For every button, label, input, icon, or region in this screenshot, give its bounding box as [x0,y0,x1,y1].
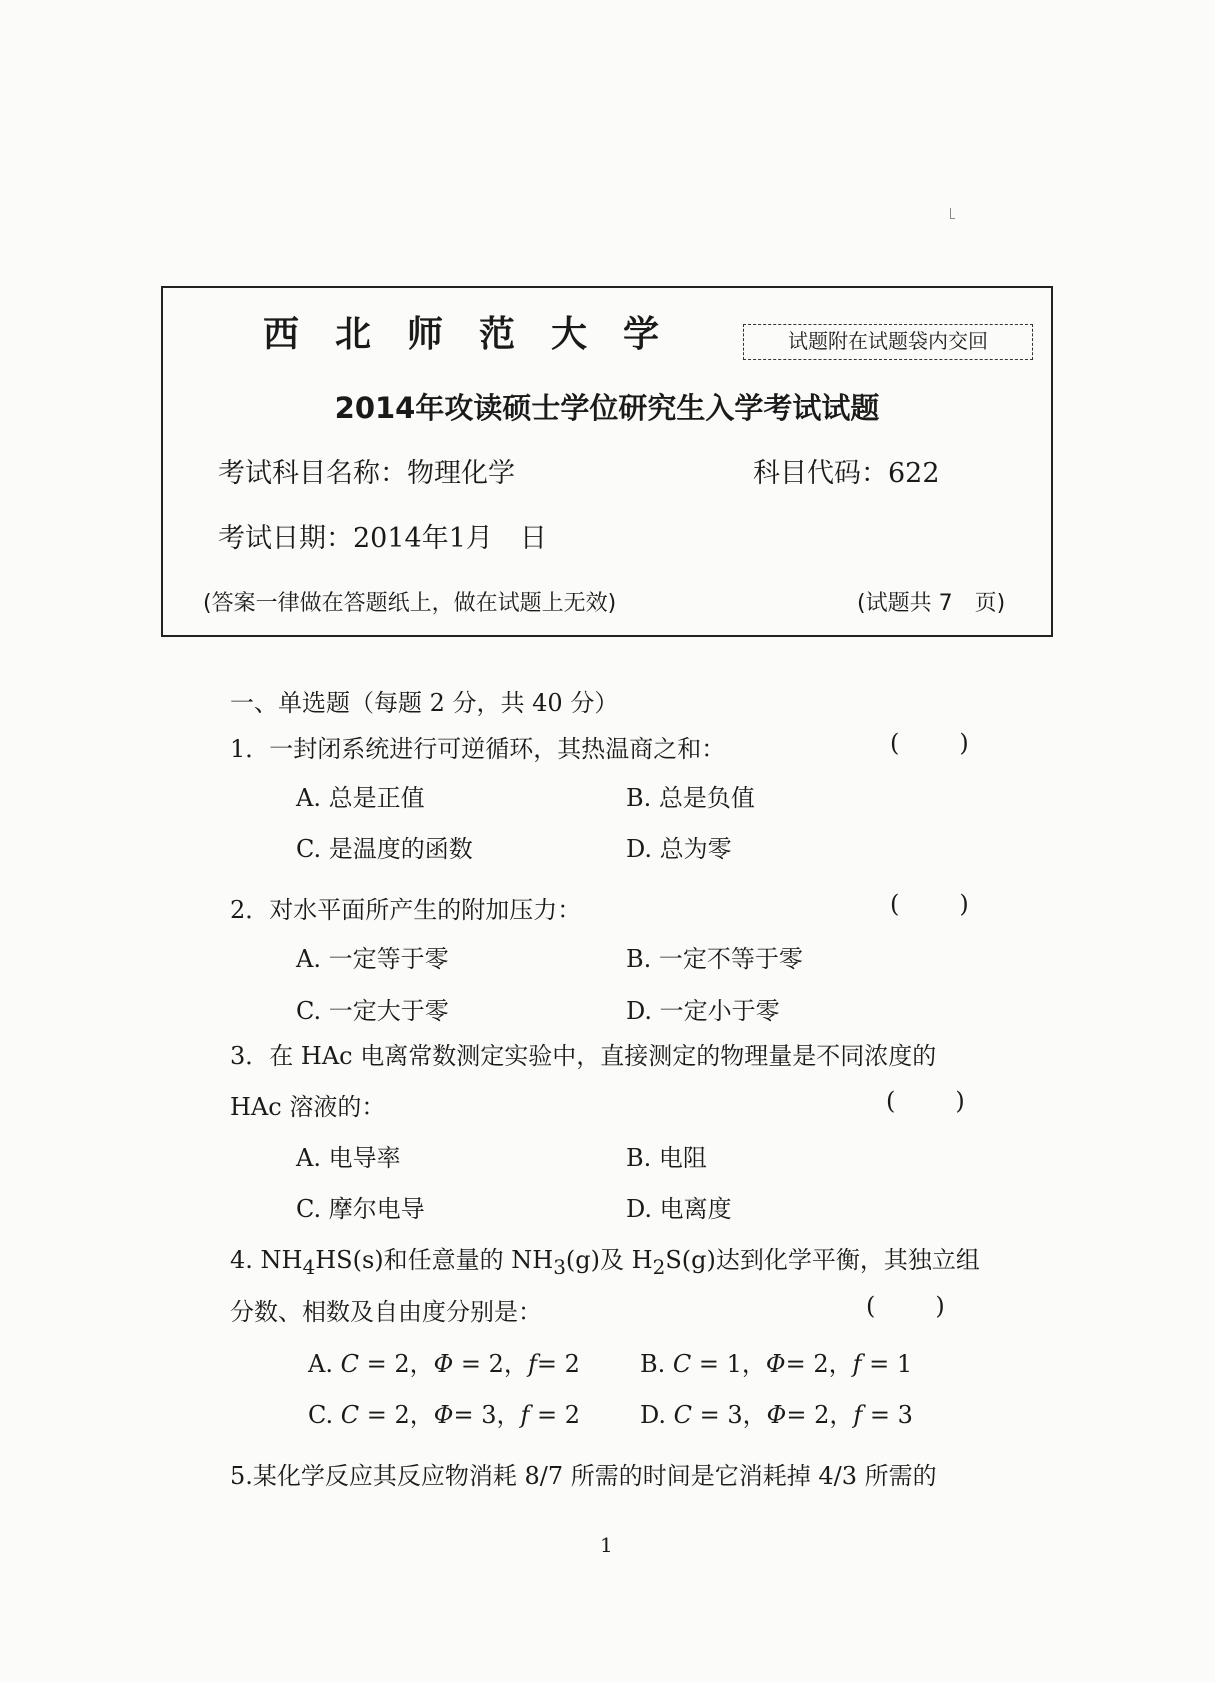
question-3-stem-line2: HAc 溶液的： [230,1093,386,1121]
stem-text: (g)及 H [565,1246,653,1274]
value: = 2， [786,1401,854,1429]
var-phi: Φ [765,1350,786,1378]
value: = 1， [691,1350,766,1378]
value: = 2， [785,1350,853,1378]
var-c: C [340,1401,360,1429]
value: = 3 [862,1401,913,1429]
value: = 2， [453,1350,528,1378]
question-1-option-b: B. 总是负值 [626,784,755,812]
var-f: f [853,1401,863,1429]
question-1-option-c: C. 是温度的函数 [296,835,473,863]
value: = 3， [453,1401,521,1429]
subscript: 2 [652,1254,666,1279]
question-1-stem: 1．一封闭系统进行可逆循环，其热温商之和： [230,735,726,763]
value: = 3， [692,1401,767,1429]
subject-name: 考试科目名称：物理化学 [218,458,515,489]
var-phi: Φ [766,1401,787,1429]
option-letter: C. [308,1401,341,1429]
value: = 2， [359,1401,434,1429]
question-4-option-c [308,1395,580,1430]
question-2-option-d: D. 一定小于零 [626,997,780,1025]
option-letter: D. [640,1401,674,1429]
question-3-stem-line1: 3．在 HAc 电离常数测定实验中，直接测定的物理量是不同浓度的 [230,1042,937,1070]
option-letter: B. [640,1350,673,1378]
var-f: f [520,1401,530,1429]
question-4-option-d [640,1395,913,1430]
stem-text: HS(s)和任意量的 NH [315,1246,554,1274]
var-f: f [852,1350,862,1378]
exam-title: 2014年攻读硕士学位研究生入学考试试题 [334,391,880,425]
answer-blank-1: () [890,729,1029,757]
exam-date: 考试日期：2014年1月 日 [218,523,547,554]
exam-header-box [161,286,1053,637]
var-c: C [340,1350,359,1378]
subject-code: 科目代码：622 [753,458,940,489]
answer-note: (答案一律做在答题纸上，做在试题上无效) [203,591,617,616]
answer-blank-4: () [866,1292,1005,1320]
var-c: C [672,1350,692,1378]
question-4-option-a [308,1344,580,1379]
question-4-stem-line1 [230,1240,980,1279]
university-name: 西北师范大学 [263,314,696,355]
subscript: 3 [553,1254,566,1279]
var-c: C [673,1401,693,1429]
scan-mark [950,208,955,219]
answer-blank-3: () [886,1087,1025,1115]
question-2-option-c: C. 一定大于零 [296,997,449,1025]
option-letter: A. [308,1350,341,1378]
question-3-option-c: C. 摩尔电导 [296,1195,425,1223]
page-count-note: (试题共 7 页) [857,591,1006,616]
question-4-stem-line2: 分数、相数及自由度分别是： [230,1298,542,1326]
question-2-option-a: A. 一定等于零 [296,945,449,973]
answer-blank-2: () [890,890,1029,918]
value: = 2 [536,1350,580,1378]
var-f: f [527,1350,537,1378]
question-3-option-d: D. 电离度 [626,1195,732,1223]
value: = 2， [358,1350,434,1378]
question-2-option-b: B. 一定不等于零 [626,945,803,973]
value: = 1 [861,1350,913,1378]
section-title: 一、单选题（每题 2 分，共 40 分） [230,689,619,717]
question-1-option-d: D. 总为零 [626,835,732,863]
var-phi: Φ [433,1401,454,1429]
page-number: 1 [600,1533,613,1557]
submission-notice: 试题附在试题袋内交回 [743,324,1033,360]
question-1-option-a: A. 总是正值 [296,784,425,812]
stem-text: 4. NH [230,1246,303,1274]
question-5-stem: 5.某化学反应其反应物消耗 8/7 所需的时间是它消耗掉 4/3 所需的 [230,1462,937,1490]
stem-text: S(g)达到化学平衡，其独立组 [665,1246,980,1274]
var-phi: Φ [433,1350,454,1378]
question-3-option-b: B. 电阻 [626,1144,707,1172]
question-4-option-b [640,1344,912,1379]
question-3-option-a: A. 电导率 [296,1144,401,1172]
value: = 2 [529,1401,581,1429]
question-2-stem: 2．对水平面所产生的附加压力： [230,896,582,924]
subscript: 4 [302,1254,316,1279]
